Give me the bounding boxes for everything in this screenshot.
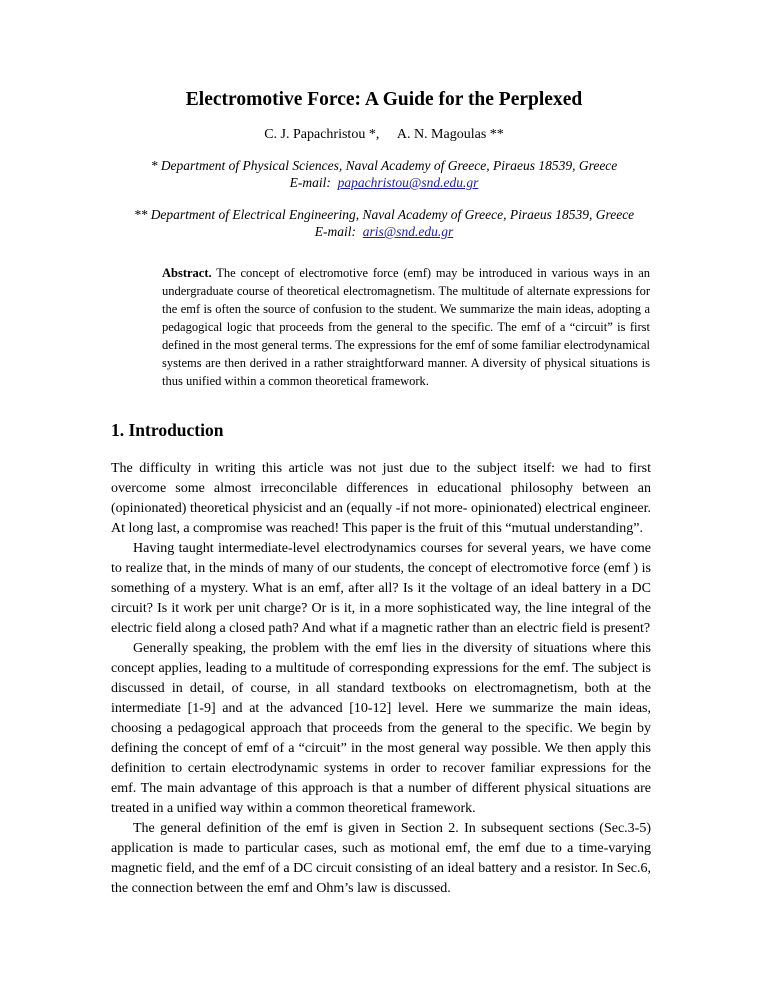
email-link-papachristou[interactable]: papachristou@snd.edu.gr <box>337 175 479 190</box>
affiliation-1 <box>0 157 768 191</box>
email-label: E-mail: <box>314 224 357 239</box>
abstract-text: The concept of electromotive force (emf) may be introduced in various ways in an undergraduate course of theoretical electromagnetism. The multitude of alternate expressions for the emf is often the source of confusion to the student. We summarize the main ideas, adopting a pedagogical logic that proceeds from the general to the specific. The emf of a “circuit” is first defined in the most general terms. The expressions for the emf of some familiar electrodynamical systems are then derived in a rather straightforward manner. A diversity of physical situations is thus unified within a common theoretical framework. <box>162 266 650 388</box>
affiliation-2 <box>0 206 768 240</box>
abstract <box>162 264 650 390</box>
email-link-aris[interactable]: aris@snd.edu.gr <box>362 224 454 239</box>
paragraph: The general definition of the emf is given in Section 2. In subsequent sections (Sec.3-5) application is made to particular cases, such as motional emf, the emf due to a time-varying magnetic field, and the emf of a DC circuit consisting of an ideal battery and a resistor. In Sec.6, the connection between the emf and Ohm’s law is discussed. <box>111 821 651 896</box>
email-label: E-mail: <box>289 175 331 190</box>
affiliation-1-text: * Department of Physical Sciences, Naval Academy of Greece, Piraeus 18539, Greece <box>150 158 618 173</box>
affiliation-2-text: ** Department of Electrical Engineering, Naval Academy of Greece, Piraeus 18539, Greece <box>133 207 635 222</box>
author-line <box>0 127 768 143</box>
abstract-label: Abstract. <box>162 266 212 280</box>
paper-title: Electromotive Force: A Guide for the Perplexed <box>185 89 583 110</box>
affiliation-1-email-line <box>0 174 768 191</box>
paragraph: Having taught intermediate-level electrodynamics courses for several years, we have come to realize that, in the minds of many of our students, the concept of electromotive force (emf ) is something of a mystery. What is an emf, after all? Is it the voltage of an ideal battery in a DC circuit? Is it work per unit charge? Or is it, in a more sophisticated way, the line integral of the electric field along a closed path? And what if a magnetic rather than an electric field is present? <box>111 541 651 636</box>
section-heading-introduction: 1. Introduction <box>111 420 224 440</box>
author-papachristou: C. J. Papachristou *, <box>264 127 380 142</box>
affiliation-2-email-line <box>0 223 768 240</box>
author-magoulas: A. N. Magoulas ** <box>396 127 504 142</box>
paragraph: Generally speaking, the problem with the emf lies in the diversity of situations where this concept applies, leading to a multitude of corresponding expressions for the emf. The subject is discussed in detail, of course, in all standard textbooks on electromagnetism, both at the intermediate [1-9] and at the advanced [10-12] level. Here we summarize the main ideas, choosing a pedagogical approach that proceeds from the general to the specific. We begin by defining the concept of emf of a “circuit” in the most general way possible. We then apply this definition to certain electrodynamic systems in order to recover familiar expressions for the emf. The main advantage of this approach is that a number of different physical situations are treated in a unified way within a common theoretical framework. <box>111 641 651 816</box>
introduction-body <box>111 459 651 899</box>
paragraph: The difficulty in writing this article was not just due to the subject itself: we had to first overcome some almost irreconcilable differences in educational philosophy between an (opinionated) theoretical physicist and an (equally -if not more- opinionated) electrical engineer. At long last, a compromise was reached! This paper is the fruit of this “mutual understanding”. <box>111 461 651 536</box>
